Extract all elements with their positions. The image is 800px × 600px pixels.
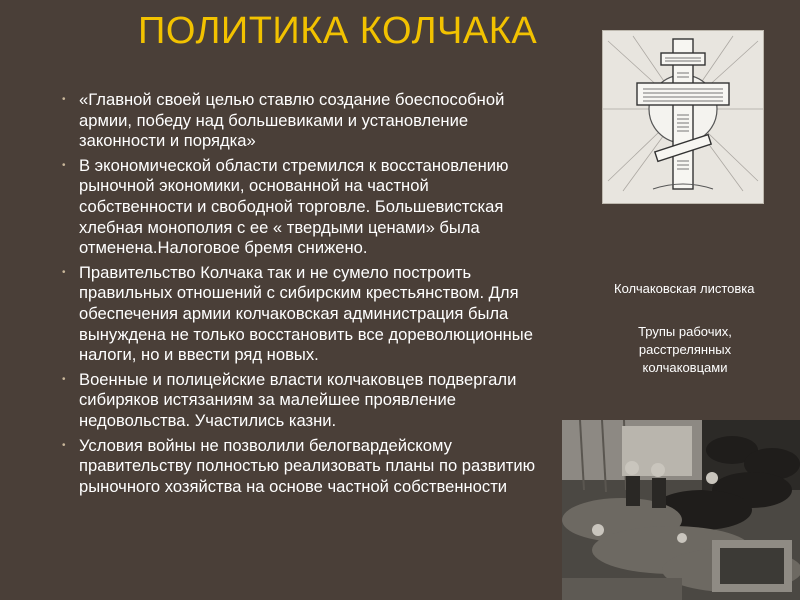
bullet-text: В экономической области стремился к восстановлению рыночной экономики, основанной на частной собственности и свободной торговле. Большевистская хлебная монополия с ее « твердыми ценами» была отменена.Налоговое бремя снижено. [79,155,509,258]
kolchak-leaflet-image [602,30,764,204]
bullet-text: «Главной своей целью ставлю создание боеспособной армии, победу над большевиками и установление законности и порядка» [79,90,505,151]
bullet-dot-icon: • [62,266,66,278]
bullet-item [62,156,537,259]
bullet-item [62,263,537,366]
orthodox-cross-leaflet-icon [603,31,763,203]
bullet-item [62,370,537,432]
bullet-text: Условия войны не позволили белогвардейскому правительству полностью реализовать планы по развитию рыночного хозяйства на основе частной собственности [79,435,536,496]
photo-caption: Трупы рабочих, расстрелянных колчаковцами [638,324,732,375]
bullet-item [62,436,537,498]
bullet-list [62,90,537,501]
bullet-item [62,90,537,152]
bullet-dot-icon: • [62,439,66,451]
historical-photo-icon [562,420,800,600]
executed-workers-photo [562,420,800,600]
bullet-text: Правительство Колчака так и не сумело построить правильных отношений с сибирским крестьянством. Для обеспечения армии колчаковская администрация была вынуждена не только восстановить все дореволюционные налоги, но и ввести ряд новых. [79,262,533,365]
bullet-dot-icon: • [62,373,66,385]
slide-title: ПОЛИТИКА КОЛЧАКА [138,10,538,52]
leaflet-caption: Колчаковская листовка [614,281,755,296]
bullet-dot-icon: • [62,159,66,171]
bullet-dot-icon: • [62,94,66,105]
bullet-text: Военные и полицейские власти колчаковцев подвергали сибиряков истязаниям за малейшее проявление недовольства. Участились казни. [79,369,517,430]
